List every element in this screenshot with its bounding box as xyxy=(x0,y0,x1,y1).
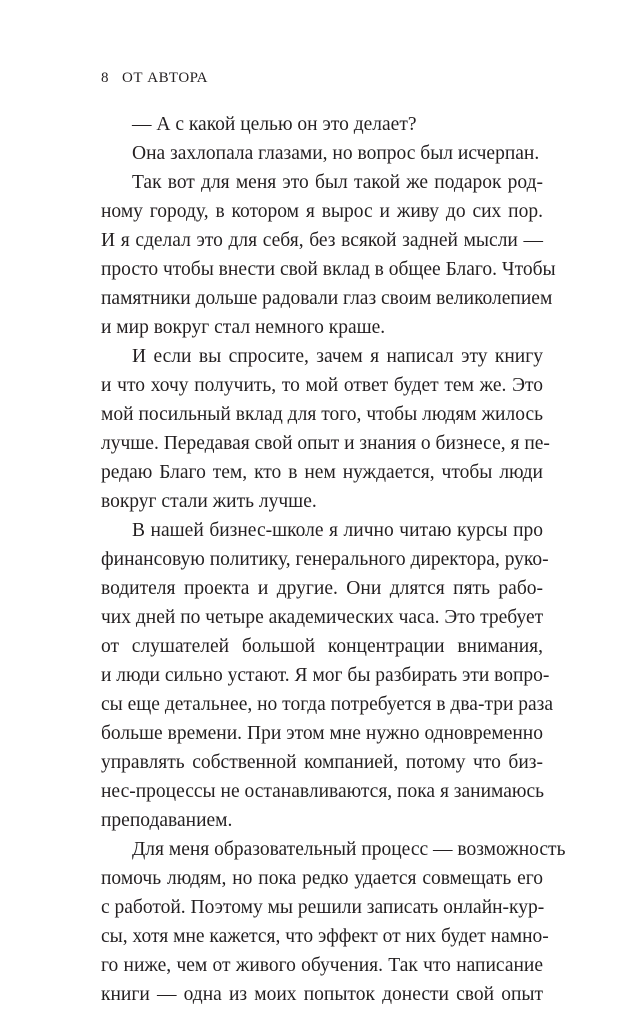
text-line: чих дней по четыре академических часа. Это требует xyxy=(101,607,544,628)
text-line: — А с какой целью он это делает? xyxy=(132,114,417,135)
text-line: финансовую политику, генерального директора, руко- xyxy=(101,549,549,570)
text-line: просто чтобы внести свой вклад в общее Благо. Чтобы xyxy=(101,259,556,280)
text-line: мой посильный вклад для того, чтобы людям жилось xyxy=(101,404,543,425)
text-line: и люди сильно устают. Я мог бы разбирать эти вопро- xyxy=(101,665,550,686)
page-number: 8 xyxy=(101,70,109,86)
text-line: управлять собственной компанией, потому что биз- xyxy=(101,752,543,773)
text-line: редаю Благо тем, кто в нем нуждается, чтобы люди xyxy=(101,462,543,483)
text-line: книги — одна из моих попыток донести свой опыт xyxy=(101,984,543,1005)
text-line: от слушателей большой концентрации внимания, xyxy=(101,636,543,657)
text-line: сы, хотя мне кажется, что эффект от них будет намно- xyxy=(101,926,549,947)
text-line: Для меня образовательный процесс — возможность xyxy=(132,839,566,860)
text-line: Она захлопала глазами, но вопрос был исчерпан. xyxy=(132,143,540,164)
text-line: сы еще детальнее, но тогда потребуется в два-три раза xyxy=(101,694,554,715)
text-line: Так вот для меня это был такой же подарок род- xyxy=(132,172,543,193)
running-title: ОТ АВТОРА xyxy=(122,70,208,86)
body-text xyxy=(101,110,566,1009)
text-line: памятники дольше радовали глаз своим великолепием xyxy=(101,288,553,309)
text-line: ному городу, в котором я вырос и живу до сих пор. xyxy=(101,201,543,222)
text-line: преподаванием. xyxy=(101,810,233,831)
text-line: помочь людям, но пока редко удается совмещать его xyxy=(101,868,543,889)
text-line: И я сделал это для себя, без всякой задней мысли — xyxy=(101,230,543,251)
text-line: больше времени. При этом мне нужно одновременно xyxy=(101,723,543,744)
text-line: с работой. Поэтому мы решили записать онлайн-кур- xyxy=(101,897,545,918)
text-line: водителя проекта и другие. Они длятся пять рабо- xyxy=(101,578,543,599)
text-line: И если вы спросите, зачем я написал эту книгу xyxy=(132,346,543,367)
running-header xyxy=(101,70,208,87)
text-line: В нашей бизнес-школе я лично читаю курсы про xyxy=(132,520,543,541)
text-line: вокруг стали жить лучше. xyxy=(101,491,317,512)
text-line: лучше. Передавая свой опыт и знания о бизнесе, я пе- xyxy=(101,433,550,454)
text-line: и мир вокруг стал немного краше. xyxy=(101,317,386,338)
text-line: нес-процессы не останавливаются, пока я занимаюсь xyxy=(101,781,544,802)
text-line: и что хочу получить, то мой ответ будет тем же. Это xyxy=(101,375,543,396)
text-line: го ниже, чем от живого обучения. Так что написание xyxy=(101,955,543,976)
